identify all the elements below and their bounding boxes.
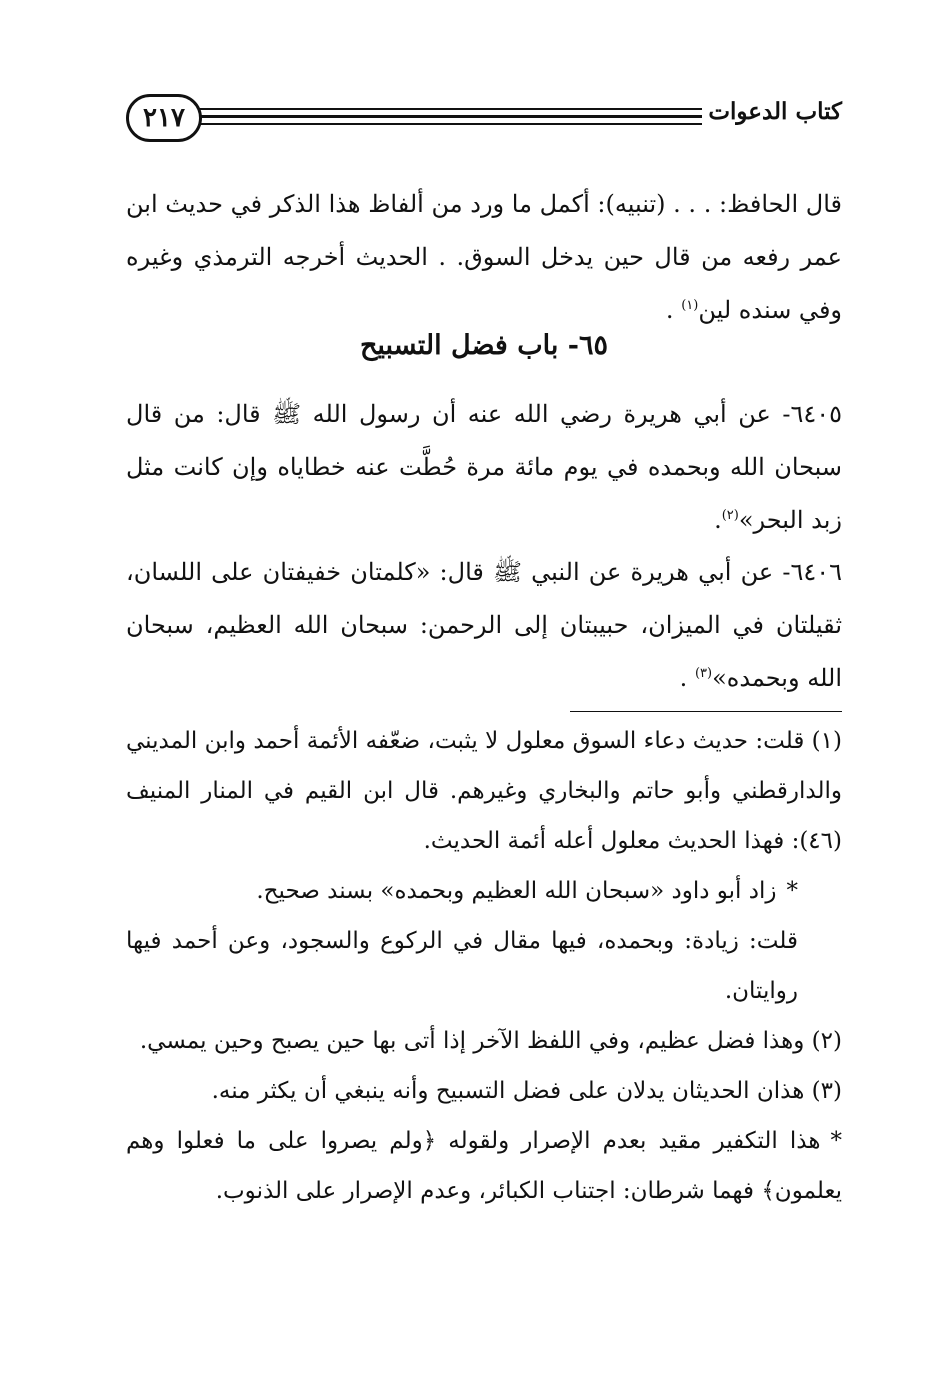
footnote-ref: (٢) bbox=[721, 508, 739, 523]
header-rule bbox=[196, 123, 702, 125]
footnote-separator bbox=[570, 711, 842, 712]
intro-text: قال الحافظ: . . . (تنبيه): أكمل ما ورد من ألفاظ هذا الذكر في حديث ابن عمر رفعه من قال حين يدخل السوق. . الحديث أخرجه الترمذي وغيره وفي سنده لين bbox=[126, 190, 842, 324]
footnote-text: هذان الحديثان يدلان على فضل التسبيح وأنه ينبغي أن يكثر منه. bbox=[211, 1078, 805, 1104]
hadith-text: ٦٤٠٦- عن أبي هريرة عن النبي ﷺ قال: «كلمتان خفيفتان على اللسان، ثقيلتان في الميزان، حبيبتان إلى الرحمن: سبحان الله العظيم، سبحان الله وبحمده» bbox=[126, 558, 843, 692]
footnote-2 bbox=[126, 1016, 842, 1066]
footnote-1 bbox=[126, 716, 842, 866]
hadith-6405 bbox=[126, 388, 842, 547]
footnote-1-addition bbox=[126, 866, 842, 916]
footnote-3-addition bbox=[126, 1116, 842, 1216]
footnote-number: (٣) bbox=[811, 1078, 842, 1104]
hadith-end: . bbox=[679, 664, 695, 692]
footnote-ref: (١) bbox=[681, 298, 699, 313]
footnote-text: قلت: حديث دعاء السوق معلول لا يثبت، ضعّفه الأئمة أحمد وابن المديني والدارقطني وأبو حاتم والبخاري وغيرهم. قال ابن القيم في المنار المنيف (٤٦): فهذا الحديث معلول أعله أئمة الحديث. bbox=[126, 728, 842, 854]
hadith-end: . bbox=[714, 506, 722, 534]
footnote-text: قلت: زيادة: وبحمده، فيها مقال في الركوع والسجود، وعن أحمد فيها روايتان. bbox=[126, 928, 798, 1004]
footnote-1-note bbox=[126, 916, 842, 1016]
footnote-text: هذا التكفير مقيد بعدم الإصرار ولقوله ﴿ولم يصروا على ما فعلوا وهم يعلمون﴾ فهما شرطان: اجتناب الكبائر، وعدم الإصرار على الذنوب. bbox=[126, 1128, 842, 1204]
intro-paragraph bbox=[126, 178, 842, 337]
header-rule bbox=[196, 115, 702, 118]
footnote-text: زاد أبو داود «سبحان الله العظيم وبحمده» بسند صحيح. bbox=[256, 878, 777, 904]
footnote-number: (٢) bbox=[811, 1028, 842, 1054]
footnote-number: (١) bbox=[811, 728, 842, 754]
header-rule bbox=[196, 108, 702, 110]
asterisk-icon: * bbox=[830, 1128, 842, 1154]
hadith-6406 bbox=[126, 546, 842, 705]
page-number: ٢١٧ bbox=[126, 94, 202, 142]
asterisk-icon: * bbox=[786, 878, 798, 904]
hadith-text: ٦٤٠٥- عن أبي هريرة رضي الله عنه أن رسول الله ﷺ قال: من قال سبحان الله وبحمده في يوم مائة مرة حُطَّت عنه خطاياه وإن كانت مثل زبد البحر» bbox=[126, 400, 842, 534]
footnotes bbox=[126, 716, 842, 1216]
intro-end: . bbox=[665, 296, 682, 324]
page-header bbox=[126, 88, 842, 150]
book-title: كتاب الدعوات bbox=[708, 98, 842, 125]
chapter-heading: ٦٥- باب فضل التسبيح bbox=[359, 330, 609, 361]
footnote-ref: (٣) bbox=[694, 666, 713, 681]
footnote-text: وهذا فضل عظيم، وفي اللفظ الآخر إذا أتى بها حين يصبح وحين يمسي. bbox=[139, 1028, 805, 1054]
footnote-3 bbox=[126, 1066, 842, 1116]
